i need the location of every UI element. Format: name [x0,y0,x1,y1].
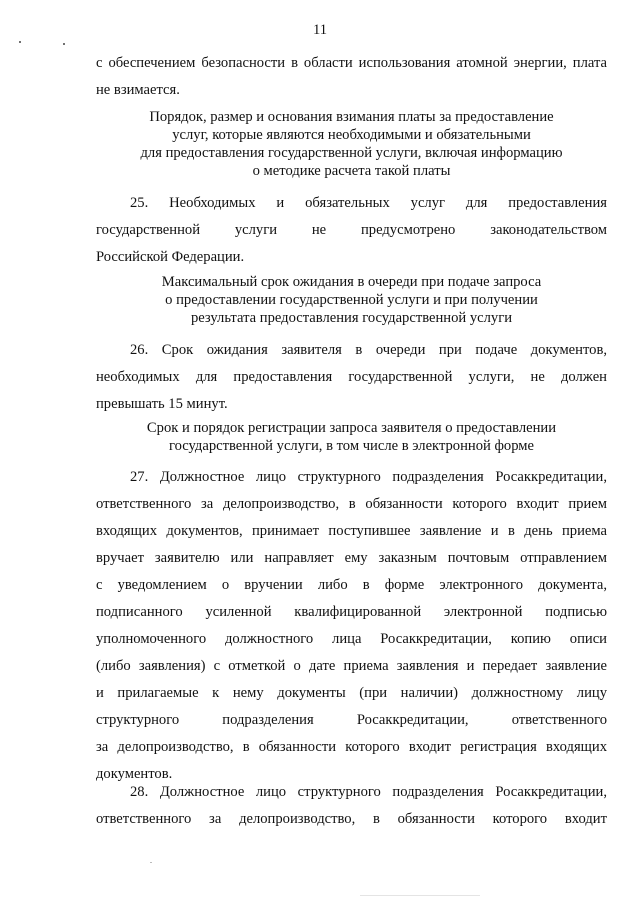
text-line: 25. Необходимых и обязательных услуг для предоставления [130,195,607,211]
text-line: с обеспечением безопасности в области использования атомной энергии, плата [96,55,607,71]
scan-mark [360,895,480,896]
text-line: 26. Срок ожидания заявителя в очереди при подаче документов, [130,342,607,358]
text-line: с уведомлением о вручении либо в форме электронного документа, [96,577,607,593]
scan-mark [150,862,152,863]
text-line: государственной услуги не предусмотрено законодательством [96,222,607,238]
text-line: ответственного за делопроизводство, в обязанности которого входит прием [96,496,607,512]
page-number: 11 [312,22,328,38]
heading-line: государственной услуги, в том числе в электронной форме [168,438,535,454]
text-line: Российской Федерации. [96,249,245,265]
text-line: вручает заявителю или направляет ему заказным почтовым отправлением [96,550,607,566]
text-line: (либо заявления) с отметкой о дате приема заявления и передает заявление [96,658,607,674]
scan-dot [63,43,65,45]
heading-line: для предоставления государственной услуги, включая информацию [140,145,563,161]
heading-line: Срок и порядок регистрации запроса заявителя о предоставлении [146,420,557,436]
heading-line: Порядок, размер и основания взимания платы за предоставление [149,109,554,125]
heading-line: услуг, которые являются необходимыми и обязательными [172,127,531,143]
text-line: ответственного за делопроизводство, в обязанности которого входит [96,811,607,827]
text-line: и прилагаемые к нему документы (при наличии) должностному лицу [96,685,607,701]
text-line: подписанного усиленной квалифицированной электронной подписью [96,604,607,620]
text-line: 27. Должностное лицо структурного подразделения Росаккредитации, [130,469,607,485]
text-line: превышать 15 минут. [96,396,228,412]
text-line: структурного подразделения Росаккредитации, ответственного [96,712,607,728]
text-line: входящих документов, принимает поступившее заявление и в день приема [96,523,607,539]
scan-dot [19,41,21,43]
heading-line: результата предоставления государственной услуги [190,310,513,326]
text-line: документов. [96,766,173,782]
heading-line: о предоставлении государственной услуги и при получении [165,292,538,308]
text-line: за делопроизводство, в обязанности которого входит регистрация входящих [96,739,607,755]
heading-line: о методике расчета такой платы [252,163,451,179]
text-line: 28. Должностное лицо структурного подразделения Росаккредитации, [130,784,607,800]
text-line: не взимается. [96,82,180,98]
text-line: необходимых для предоставления государственной услуги, не должен [96,369,607,385]
heading-line: Максимальный срок ожидания в очереди при подаче запроса [161,274,542,290]
text-line: уполномоченного должностного лица Росаккредитации, копию описи [96,631,607,647]
